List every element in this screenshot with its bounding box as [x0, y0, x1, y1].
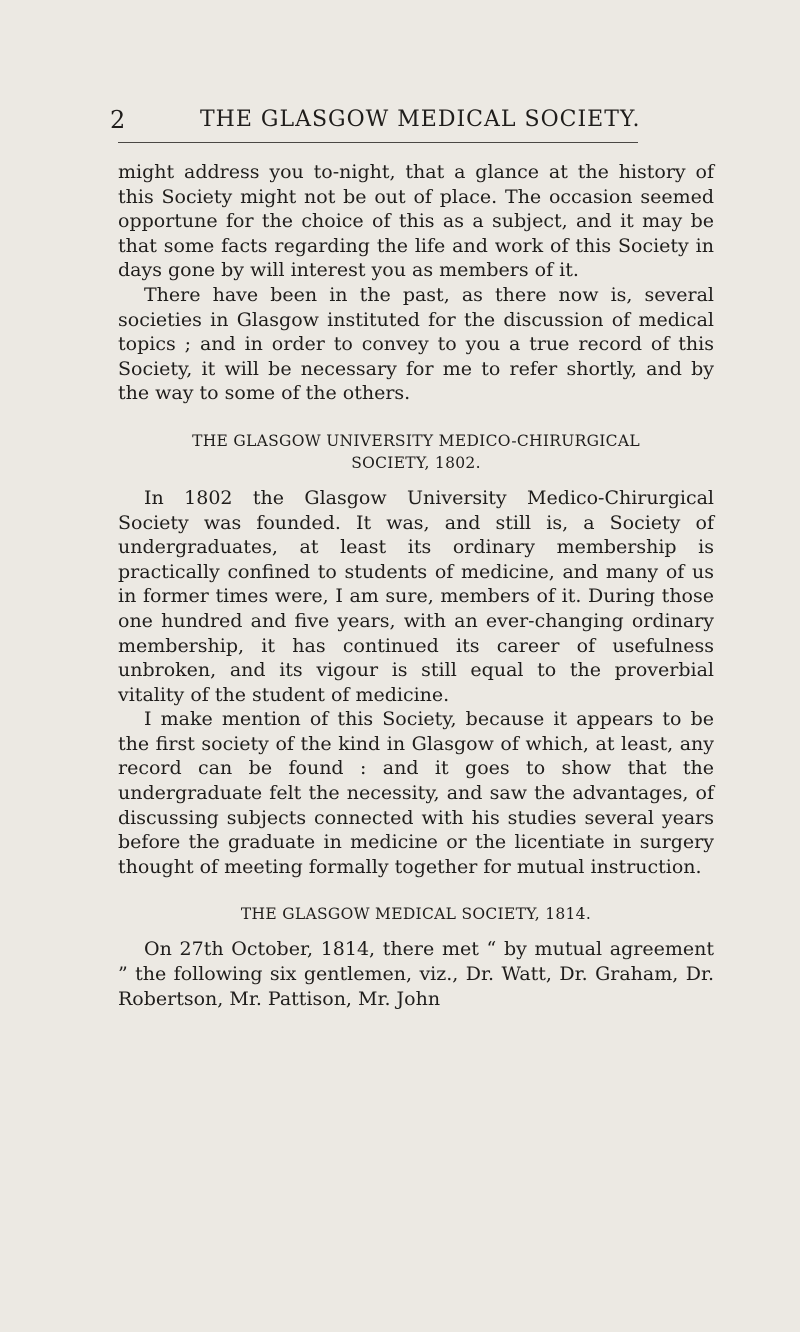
section-heading-line: THE GLASGOW MEDICAL SOCIETY, 1814.	[240, 905, 592, 924]
paragraph-continuation: might address you to-night, that a glance at the history of this Society might not be out of place. The occasion seemed opportune for the choice of this as a subject, and it may be that some facts regarding the life and work of this Society in days gone by will interest you as members of it.	[118, 161, 714, 282]
section-heading-line: THE GLASGOW UNIVERSITY MEDICO-CHIRURGICAL	[192, 431, 640, 450]
page-number: 2	[110, 106, 126, 134]
paragraph-founding-1814: On 27th October, 1814, there met “ by mutual agreement ” the following six gentlemen, viz., Dr. Watt, Dr. Graham, Dr. Robertson, Mr. Pattison, Mr. John	[118, 938, 714, 1010]
running-title: THE GLASGOW MEDICAL SOCIETY.	[200, 107, 641, 132]
paragraph-mention: I make mention of this Society, because it appears to be the first society of the kind in Glasgow of which, at least, any record can be found : and it goes to show that the undergraduate felt the necessity, and saw the advantages, of discussing subjects connected with his studies several years before the graduate in medicine or the licentiate in surgery thought of meeting formally together for mutual instruction.	[118, 708, 714, 878]
section-heading-medico-chirurgical	[118, 430, 714, 474]
body-text	[118, 160, 714, 1011]
paragraph-founding-1802: In 1802 the Glasgow University Medico-Chirurgical Society was founded. It was, and still is, a Society of undergraduates, at least its ordinary membership is practically confined to students of medicine, and many of us in former times were, I am sure, members of it. During those one hundred and five years, with an ever-changing ordinary membership, it has continued its career of usefulness unbroken, and its vigour is still equal to the proverbial vitality of the student of medicine.	[118, 486, 714, 706]
running-head	[110, 100, 650, 140]
header-rule	[118, 142, 638, 143]
section-heading-medical-society	[118, 903, 714, 925]
section-heading-line: SOCIETY, 1802.	[351, 453, 481, 472]
paragraph-societies: There have been in the past, as there now is, several societies in Glasgow instituted for the discussion of medical topics ; and in order to convey to you a true record of this Society, it will be necessary for me to refer shortly, and by the way to some of the others.	[118, 283, 714, 405]
